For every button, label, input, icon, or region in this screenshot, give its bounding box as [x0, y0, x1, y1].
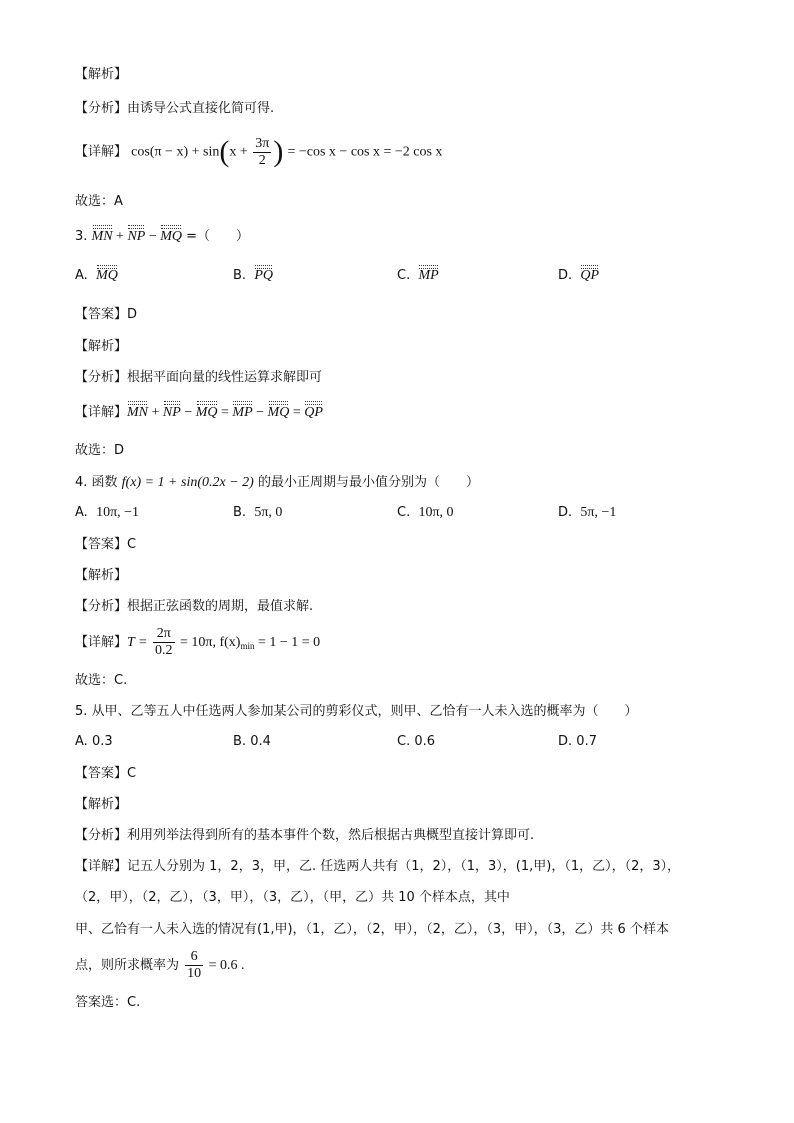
fraction — [253, 136, 271, 169]
question-3-stem — [75, 228, 249, 246]
choice-line: 故选：A — [75, 194, 123, 209]
method-label: 【分析】 — [75, 599, 128, 614]
fraction — [153, 626, 175, 659]
operator: − — [252, 405, 268, 420]
question-5-stem: 5. 从甲、乙等五人中任选两人参加某公司的剪彩仪式，则甲、乙恰有一人未入选的概率为（ ） — [75, 704, 638, 719]
option-d: D. QP — [558, 268, 600, 283]
answer-value: D — [127, 307, 138, 322]
method-line — [75, 369, 322, 387]
question-number: 3. — [75, 229, 88, 244]
option-c: C. 0.6 — [397, 734, 436, 749]
question-4-stem — [75, 474, 479, 492]
method-line — [75, 100, 274, 118]
vector: MN — [91, 229, 113, 244]
method-label: 【分析】 — [75, 828, 128, 843]
vector: QP — [580, 268, 600, 283]
vector: MQ — [195, 405, 218, 420]
option-b: B. 0.4 — [233, 734, 271, 749]
stem-tail: =（ ） — [182, 229, 250, 244]
subscript: min — [240, 641, 255, 651]
detail-label: 【详解】 — [75, 635, 128, 650]
detail-text: （2，甲），（2，乙），（3，甲），（3，乙），（甲，乙）共 10 个样本点，其中 — [75, 890, 510, 905]
formula-part: = 0.6 . — [205, 958, 245, 973]
detail-text: 记五人分别为 1，2，3，甲，乙. 任选两人共有（1，2），（1，3），(1,甲)，（1，乙），（2，3）， — [127, 859, 681, 874]
detail-line — [75, 889, 510, 907]
detail-line — [75, 948, 245, 984]
fraction-denominator: 10 — [187, 966, 202, 981]
vector: PQ — [254, 268, 273, 283]
analysis-label: 【解析】 — [75, 67, 128, 82]
vector: NP — [127, 229, 146, 244]
option-a: A. MQ — [75, 268, 118, 283]
detail-line — [75, 624, 320, 665]
detail-line — [75, 858, 680, 876]
right-paren: ) — [273, 135, 284, 168]
detail-text: 点，则所求概率为 — [75, 958, 184, 973]
formula-part: cos(π − x) + sin — [131, 144, 220, 160]
operator: + — [148, 405, 163, 420]
choice-line: 故选：C. — [75, 673, 128, 688]
vector: QP — [304, 405, 323, 420]
choice-line: 答案选：C. — [75, 995, 141, 1010]
vector: NP — [162, 405, 181, 420]
answer-line — [75, 765, 136, 783]
detail-label: 【详解】 — [75, 859, 128, 874]
formula-part: T = — [127, 635, 151, 650]
method-text: 根据正弦函数的周期，最值求解. — [127, 599, 314, 614]
operator: − — [145, 229, 161, 244]
method-text: 由诱导公式直接化简可得. — [127, 101, 275, 116]
option-d: D. 0.7 — [558, 734, 597, 749]
fraction-numerator: 2π — [153, 626, 175, 643]
option-d: D. 5π, −1 — [558, 505, 617, 520]
method-line — [75, 827, 534, 845]
vector: MP — [418, 268, 439, 283]
option-a: A. 10π, −1 — [75, 505, 140, 520]
vector: MQ — [267, 405, 290, 420]
method-label: 【分析】 — [75, 101, 128, 116]
fraction-numerator: 3π — [255, 135, 270, 151]
analysis-label: 【解析】 — [75, 797, 128, 812]
vector: MQ — [160, 229, 183, 244]
method-line — [75, 598, 313, 616]
detail-line — [75, 921, 669, 939]
vector: MN — [127, 405, 149, 420]
operator: = — [289, 405, 305, 420]
choice-line: 故选：D — [75, 443, 125, 458]
left-paren: ( — [219, 135, 230, 168]
formula-part: x + — [229, 144, 252, 160]
vector: MQ — [96, 268, 118, 283]
formula-part: = 10π, f(x) — [176, 635, 241, 650]
fraction-numerator: 6 — [185, 949, 203, 966]
formula-part: = −cos x − cos x = −2 cos x — [287, 144, 443, 160]
function-expression: f(x) = 1 + sin(0.2x − 2) — [121, 475, 254, 490]
operator: + — [112, 229, 128, 244]
formula-part: = 1 − 1 = 0 — [254, 635, 321, 650]
vector: MP — [232, 405, 253, 420]
method-text: 利用列举法得到所有的基本事件个数，然后根据古典概型直接计算即可. — [127, 828, 535, 843]
answer-line — [75, 306, 137, 324]
method-label: 【分析】 — [75, 370, 128, 385]
answer-label: 【答案】 — [75, 766, 128, 781]
detail-text: 甲、乙恰有一人未入选的情况有(1,甲)，（1，乙），（2，甲），（2，乙），（3，甲），（3，乙）共 6 个样本 — [75, 922, 669, 937]
stem-tail: 的最小正周期与最小值分别为（ ） — [253, 475, 479, 490]
fraction-denominator: 0.2 — [155, 643, 173, 658]
analysis-label: 【解析】 — [75, 568, 128, 583]
operator: − — [180, 405, 196, 420]
option-c: C. MP — [397, 268, 439, 283]
detail-line — [75, 404, 323, 422]
analysis-label: 【解析】 — [75, 339, 128, 354]
method-text: 根据平面向量的线性运算求解即可 — [127, 370, 323, 385]
answer-value: C — [127, 537, 137, 552]
option-b: B. PQ — [233, 268, 273, 283]
option-b: B. 5π, 0 — [233, 505, 283, 520]
answer-value: C — [127, 766, 137, 781]
detail-label: 【详解】 — [75, 405, 128, 420]
detail-label: 【详解】 — [75, 144, 128, 160]
option-c: C. 10π, 0 — [397, 505, 454, 520]
option-a: A. 0.3 — [75, 734, 113, 749]
stem-head: 4. 函数 — [75, 475, 122, 490]
fraction — [185, 949, 203, 982]
detail-line — [75, 130, 442, 175]
answer-label: 【答案】 — [75, 307, 128, 322]
operator: = — [217, 405, 233, 420]
answer-label: 【答案】 — [75, 537, 128, 552]
fraction-denominator: 2 — [258, 152, 266, 168]
answer-line — [75, 536, 136, 554]
